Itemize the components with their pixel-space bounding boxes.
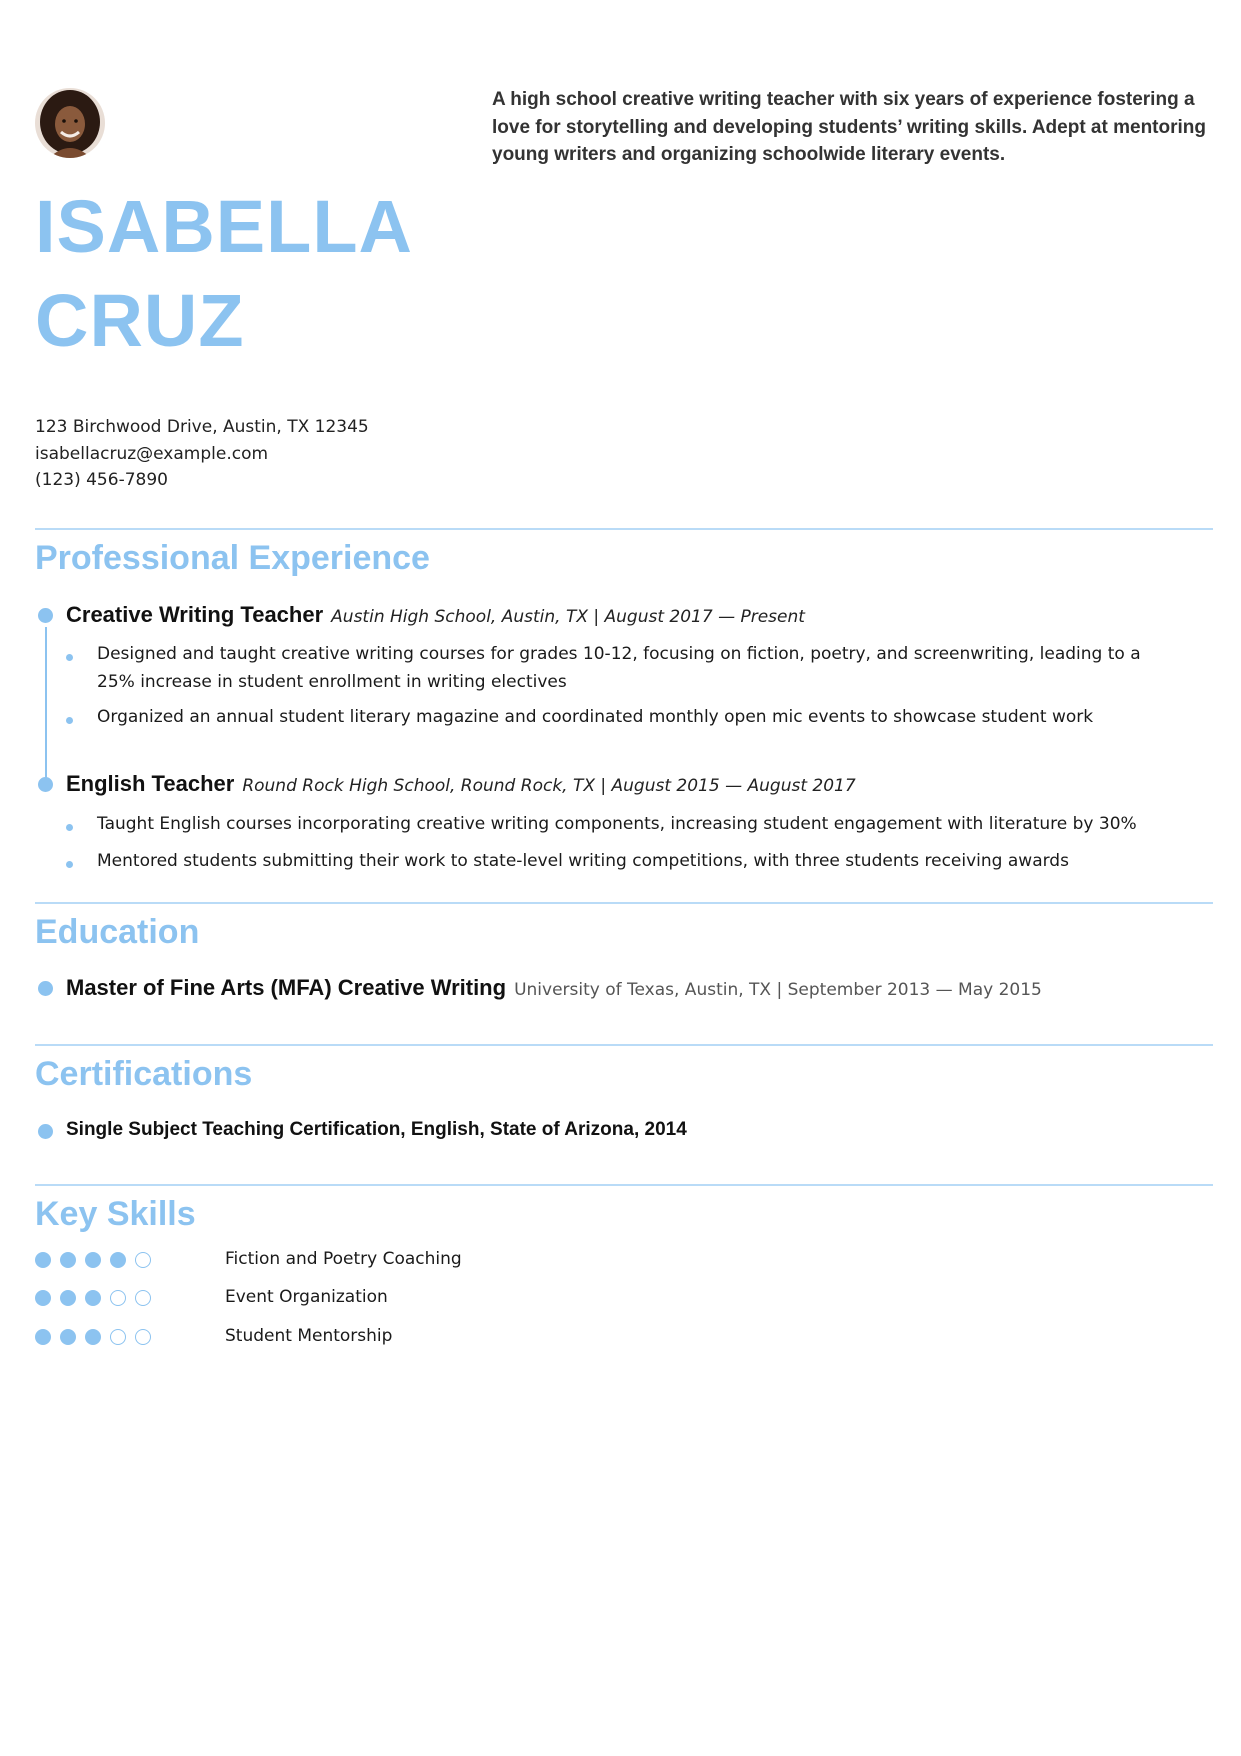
- section-divider: [35, 1044, 1213, 1046]
- skill-dot-filled: [60, 1290, 76, 1306]
- section-title-certifications: Certifications: [35, 1055, 253, 1093]
- job-bullet: Organized an annual student literary magazine and coordinated monthly open mic events to showcase student work: [97, 707, 1094, 727]
- bullet-icon: [66, 654, 73, 661]
- skill-dot-empty: [135, 1290, 151, 1306]
- section-title-skills: Key Skills: [35, 1195, 196, 1233]
- job-role: Creative Writing Teacher: [66, 602, 324, 627]
- job-bullet: Designed and taught creative writing courses for grades 10-12, focusing on fiction, poetry, and screenwriting, leading to a 25% increase in student enrollment in writing electives: [97, 644, 1141, 692]
- skill-dot-filled: [110, 1252, 126, 1268]
- skill-dot-filled: [35, 1329, 51, 1345]
- name-last: CRUZ: [35, 279, 245, 362]
- skill-label: Event Organization: [225, 1287, 388, 1307]
- skill-dot-empty: [135, 1252, 151, 1268]
- skill-dot-empty: [135, 1329, 151, 1345]
- skill-dot-filled: [85, 1290, 101, 1306]
- contact-phone[interactable]: (123) 456-7890: [35, 470, 168, 490]
- job-meta: Round Rock High School, Round Rock, TX | August 2015 — August 2017: [242, 776, 856, 796]
- skill-label: Student Mentorship: [225, 1326, 393, 1346]
- timeline-dot: [38, 608, 53, 623]
- education-dot: [38, 981, 53, 996]
- timeline-dot: [38, 777, 53, 792]
- certification-item: Single Subject Teaching Certification, English, State of Arizona, 2014: [66, 1119, 687, 1140]
- bullet-icon: [66, 717, 73, 724]
- avatar: [35, 88, 105, 158]
- summary: A high school creative writing teacher with six years of experience fostering a love for storytelling and developing students’ writing skills. Adept at mentoring young writers and organizing schoolwide literary events.: [492, 89, 1206, 165]
- skill-dot-filled: [60, 1252, 76, 1268]
- section-divider: [35, 528, 1213, 530]
- bullet-icon: [66, 861, 73, 868]
- education-header: [66, 975, 1042, 1001]
- bullet-icon: [66, 824, 73, 831]
- skill-label: Fiction and Poetry Coaching: [225, 1249, 462, 1269]
- skill-dot-filled: [35, 1252, 51, 1268]
- timeline-line: [45, 627, 47, 787]
- section-title-experience: Professional Experience: [35, 539, 430, 577]
- profile-photo-icon: [35, 88, 105, 158]
- contact-block: [35, 414, 369, 494]
- job-header: [66, 771, 856, 797]
- contact-address: 123 Birchwood Drive, Austin, TX 12345: [35, 417, 369, 437]
- contact-email[interactable]: isabellacruz@example.com: [35, 443, 269, 464]
- section-title-education: Education: [35, 913, 200, 951]
- name-first: ISABELLA: [35, 185, 413, 268]
- education-meta: University of Texas, Austin, TX | September 2013 — May 2015: [514, 980, 1042, 1000]
- skill-dot-empty: [110, 1290, 126, 1306]
- degree: Master of Fine Arts (MFA) Creative Writing: [66, 975, 507, 1000]
- skill-dot-filled: [85, 1252, 101, 1268]
- certification-dot: [38, 1124, 53, 1139]
- skill-dot-filled: [60, 1329, 76, 1345]
- section-divider: [35, 902, 1213, 904]
- job-meta: Austin High School, Austin, TX | August 2017 — Present: [331, 607, 805, 627]
- skill-dot-filled: [35, 1290, 51, 1306]
- job-role: English Teacher: [66, 771, 235, 796]
- skill-dot-filled: [85, 1329, 101, 1345]
- candidate-name: [35, 180, 413, 368]
- section-divider: [35, 1184, 1213, 1186]
- job-bullet: Taught English courses incorporating creative writing components, increasing student engagement with literature by 30%: [97, 814, 1137, 834]
- job-header: [66, 602, 805, 628]
- skill-dot-empty: [110, 1329, 126, 1345]
- job-bullet: Mentored students submitting their work to state-level writing competitions, with three students receiving awards: [97, 851, 1069, 871]
